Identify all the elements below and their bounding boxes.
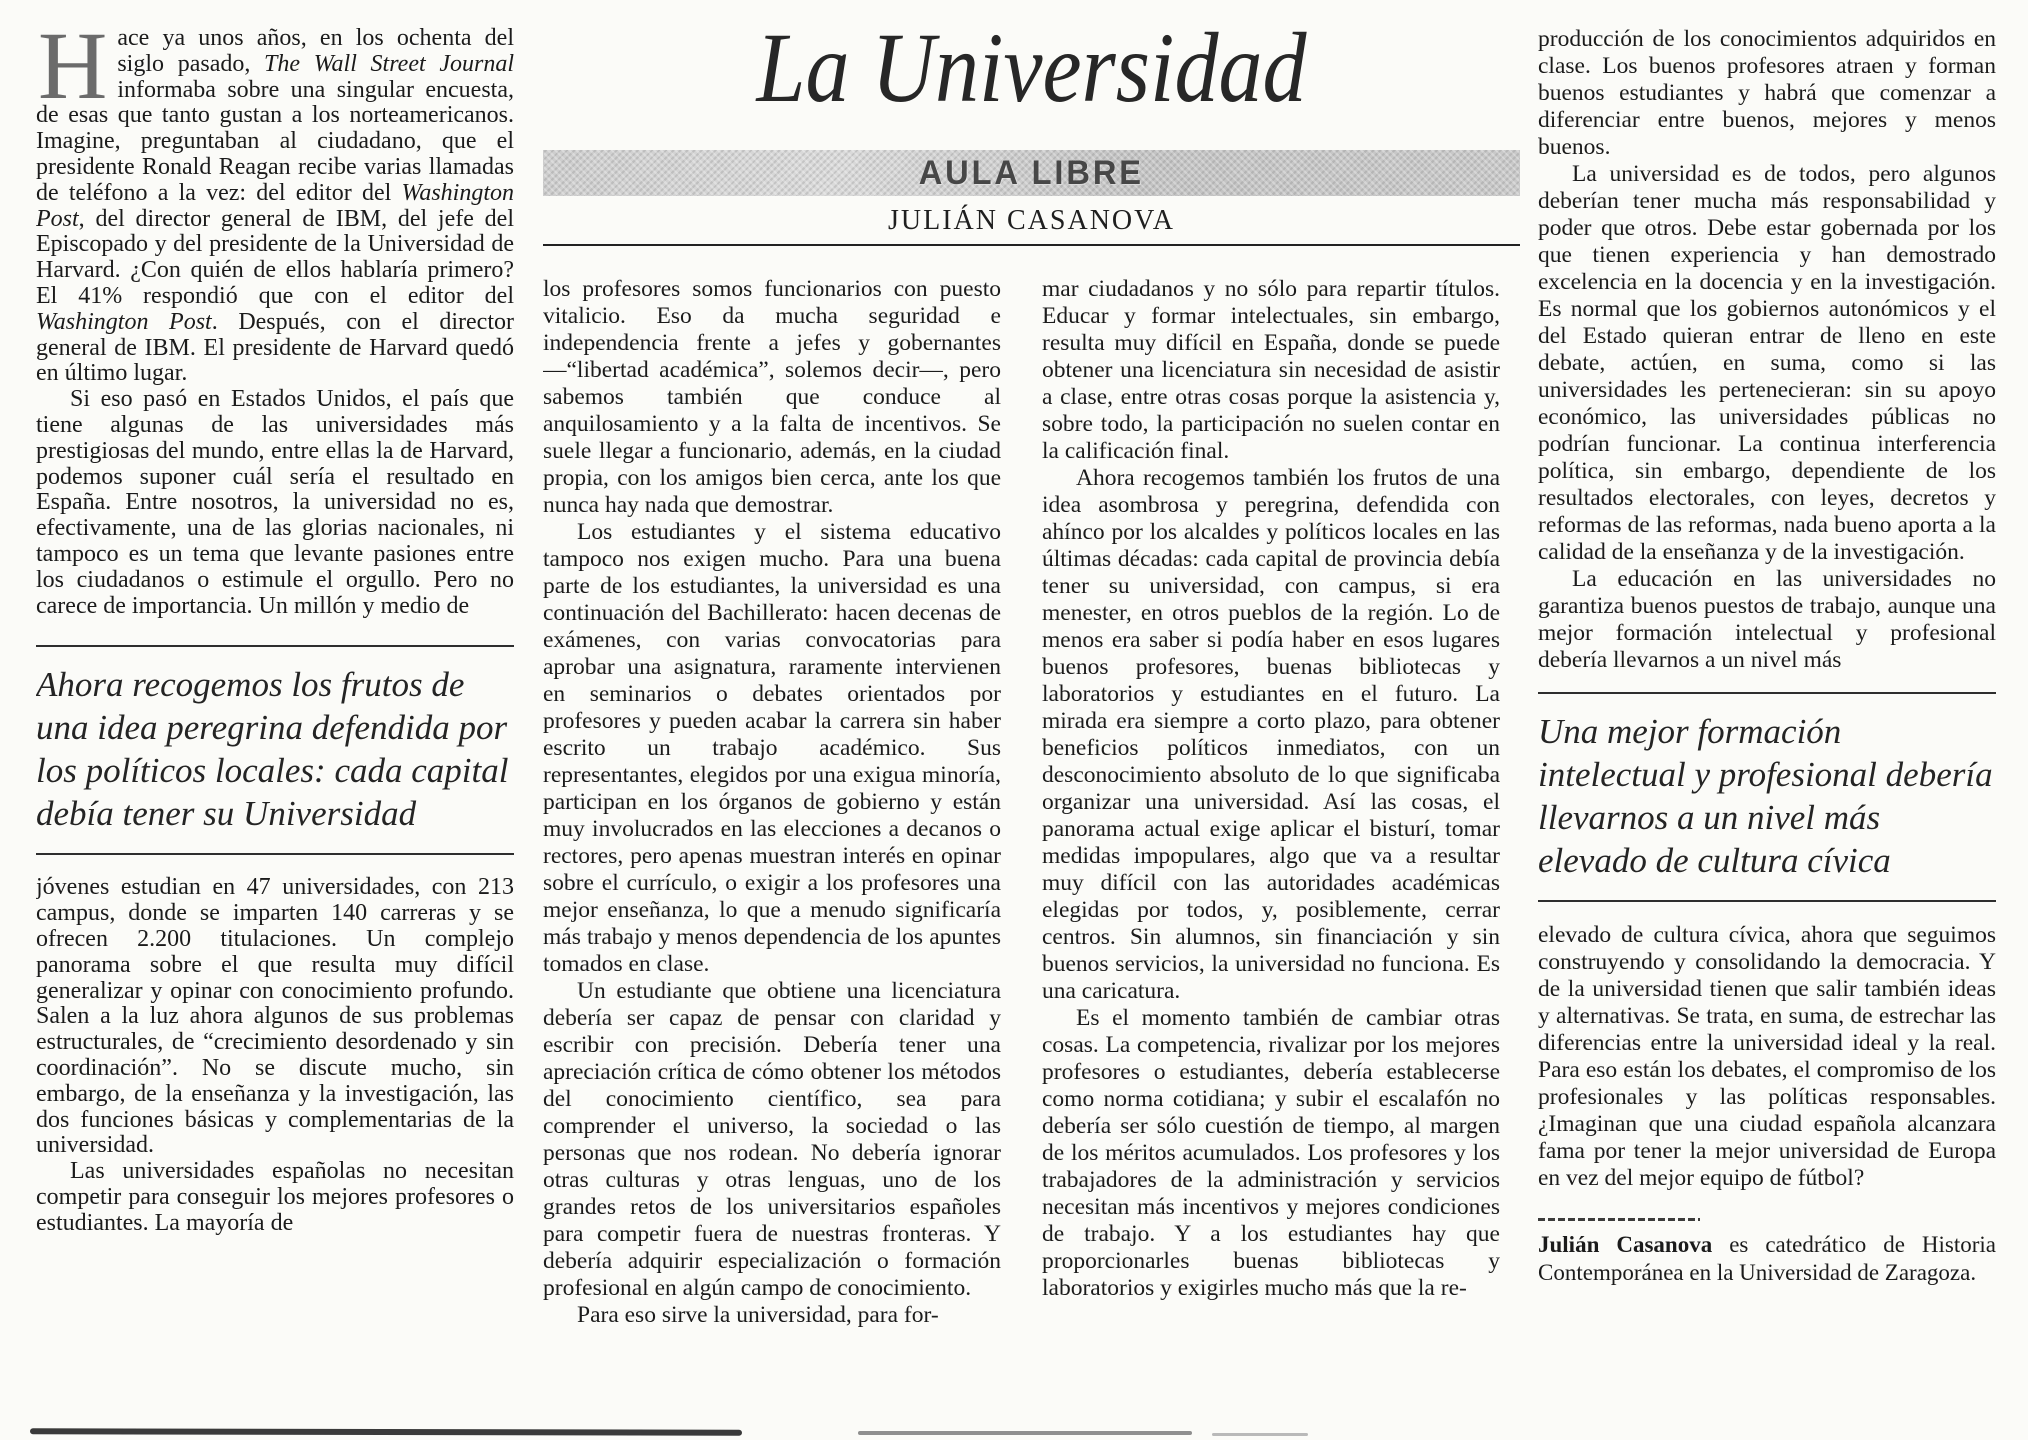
- paragraph: elevado de cultura cívica, ahora que seguimos construyendo y consolidando la democracia. Y de la universidad tienen que salir también ideas y alternativas. Se trata, en suma, de estrechar las diferencias entre la universidad ideal y la real. Para eso están los debates, el compromiso de los profesionales y las políticas responsables. ¿Imaginan que una ciudad española alcanzara fama por tener la mejor universidad de Europa en vez del mejor equipo de fútbol?: [1538, 922, 1996, 1191]
- paragraph-text: , del director general de IBM, del jefe del Episcopado y del presidente de la Universidad de Harvard. ¿Con quién de ellos hablaría primero? El 41% respondió que con el editor del: [36, 205, 514, 309]
- author-bio-divider: [1538, 1218, 1700, 1221]
- column-2: [543, 276, 1001, 1428]
- paragraph: Las universidades españolas no necesitan competir para conseguir los mejores profesores o estudiantes. La mayoría de: [36, 1158, 514, 1236]
- paragraph: producción de los conocimientos adquiridos en clase. Los buenos profesores atraen y forman buenos estudiantes y habrá que comenzar a diferenciar entre buenos, mejores y menos buenos.: [1538, 26, 1996, 160]
- paragraph: La universidad es de todos, pero algunos deberían tener mucha más responsabilidad y poder que otros. Debe estar gobernada por los que tienen experiencia y han demostrado excelencia en la docencia y en la investigación. Es normal que los gobiernos autonómicos y el del Estado quieran entrar de lleno en este debate, actúen, en suma, como si las universidades les pertenecieran: sin su apoyo económico, las universidades públicas no podrían funcionar. La continua interferencia política, sin embargo, dependiente de los resultados electorales, con leyes, decretos y reformas de las reformas, nada bueno aporta a la calidad de la enseñanza y de la investigación.: [1538, 161, 1996, 565]
- section-banner-label: AULA LIBRE: [918, 153, 1145, 192]
- publication-name: The Wall Street Journal: [264, 50, 514, 77]
- pull-quote-divider: [1538, 692, 1996, 694]
- paragraph: La educación en las universidades no garantiza buenos puestos de trabajo, aunque una mejor formación intelectual y profesional debería llevarnos a un nivel más: [1538, 566, 1996, 673]
- paragraph: los profesores somos funcionarios con puesto vitalicio. Eso da mucha seguridad e independencia frente a jefes y gobernantes —“libertad académica”, solemos decir—, pero sabemos también que conduce al anquilosamiento y a la falta de incentivos. Se suele llegar a funcionario, además, en la ciudad propia, con los amigos bien cerca, ante los que nunca hay nada que demostrar.: [543, 276, 1001, 518]
- paragraph: [36, 26, 514, 387]
- pull-quote-divider: [36, 853, 514, 855]
- paragraph: jóvenes estudian en 47 universidades, con 213 campus, donde se imparten 140 carreras y se ofrecen 2.200 titulaciones. Un complejo panorama sobre el que resulta muy difícil generalizar y opinar con conocimiento profundo. Salen a la luz ahora algunos de sus problemas estructurales, de “crecimiento desordenado y sin coordinación”. No se discute mucho, sin embargo, de la enseñanza y la investigación, las dos funciones básicas y complementarias de la universidad.: [36, 874, 514, 1159]
- article-header: [543, 14, 1520, 254]
- page-title: La Universidad: [756, 12, 1307, 123]
- publication-name: Washington Post: [36, 308, 212, 335]
- scan-artifact: [858, 1431, 1192, 1435]
- author-name: Julián Casanova: [1538, 1232, 1713, 1257]
- paragraph-text: . Después, con el director general de IBM. El presidente de Harvard quedó en último lugar.: [36, 308, 514, 387]
- paragraph: mar ciudadanos y no sólo para repartir títulos. Educar y formar intelectuales, sin embargo, resulta muy difícil en España, donde se puede obtener una licenciatura sin necesidad de asistir a clase, entre otras cosas porque la asistencia y, sobre todo, la participación no suelen contar en la calificación final.: [1042, 276, 1500, 464]
- paragraph: Los estudiantes y el sistema educativo tampoco nos exigen mucho. Para una buena parte de los estudiantes, la universidad es una continuación del Bachillerato: hacen decenas de exámenes, con varias convocatorias para aprobar una asignatura, raramente intervienen en seminarios o debates orientados por profesores y pueden acabar la carrera sin haber escrito un trabajo académico. Sus representantes, elegidos por una exigua minoría, participan en los órganos de gobierno y están muy involucrados en las elecciones a decanos o rectores, pero apenas muestran interés en opinar sobre el currículo, o exigir a los profesores una mejor enseñanza, lo que a menudo significaría más trabajo y menos dependencia de los apuntes tomados en clase.: [543, 519, 1001, 977]
- paragraph-text: ace ya unos años, en los ochenta del siglo pasado,: [117, 26, 514, 77]
- column-3: [1042, 276, 1500, 1428]
- column-1: [36, 26, 514, 1418]
- pull-quote: Ahora recogemos los frutos de una idea peregrina defendida por los políticos locales: cada capital debía tener su Universidad: [36, 665, 509, 834]
- paragraph-text: informaba sobre una singular encuesta, de esas que tanto gustan a los norteamericanos. Imagine, preguntaban al ciudadano, que el presidente Ronald Reagan recibe varias llamadas de teléfono a la vez: del editor del: [36, 76, 514, 206]
- pull-quote-divider: [36, 645, 514, 647]
- paragraph: Si eso pasó en Estados Unidos, el país que tiene algunas de las universidades más prestigiosas del mundo, entre ellas la de Harvard, podemos suponer cuál sería el resultado en España. Entre nosotros, la universidad no es, efectivamente, una de las glorias nacionales, ni tampoco es un tema que levante pasiones entre los ciudadanos o estimule el orgullo. Pero no carece de importancia. Un millón y medio de: [36, 386, 514, 619]
- scan-artifact: [1212, 1433, 1308, 1436]
- section-banner: [543, 150, 1520, 196]
- publication-name: Washington Post: [36, 179, 514, 232]
- pull-quote: Una mejor formación intelectual y profesional debería llevarnos a un nivel más elevado de cultura cívica: [1538, 712, 1993, 880]
- column-4: [1538, 26, 1996, 1426]
- byline: JULIÁN CASANOVA: [888, 205, 1175, 236]
- author-bio-text: es catedrático de Historia Contemporánea en la Universidad de Zaragoza.: [1538, 1232, 1996, 1285]
- header-divider: [543, 244, 1520, 246]
- paragraph: Es el momento también de cambiar otras cosas. La competencia, rivalizar por los mejores profesores o estudiantes, debería establecerse como norma cotidiana; y subir el escalafón no debería ser sólo cuestión de tiempo, al margen de los méritos acumulados. Los profesores y los trabajadores de la administración y servicios necesitan más incentivos y mejores condiciones de trabajo. Y a los estudiantes hay que proporcionarles buenas bibliotecas y laboratorios y exigirles mucho más que la re-: [1042, 1005, 1500, 1301]
- scan-artifact: [30, 1428, 742, 1435]
- drop-cap: H: [38, 26, 108, 119]
- author-bio: [1538, 1231, 1996, 1286]
- paragraph: Ahora recogemos también los frutos de una idea asombrosa y peregrina, defendida con ahínco por los alcaldes y políticos locales en las últimas décadas: cada capital de provincia debía tener su universidad, con campus, si era menester, en otros pueblos de la región. Lo de menos era saber si podía haber en esos lugares buenos profesores, buenas bibliotecas y laboratorios y estudiantes en el futuro. La mirada era siempre a corto plazo, para obtener beneficios políticos inmediatos, con un desconocimiento absoluto de lo que significaba organizar una universidad. Así las cosas, el panorama actual exige aplicar el bisturí, tomar medidas impopulares, algo que va a resultar muy difícil con las autoridades académicas elegidas por todos, y, posiblemente, cerrar centros. Sin alumnos, sin financiación y sin buenos servicios, la universidad no funciona. Es una caricatura.: [1042, 465, 1500, 1004]
- paragraph: Un estudiante que obtiene una licenciatura debería ser capaz de pensar con claridad y escribir con precisión. Debería tener una apreciación crítica de cómo obtener los métodos del conocimiento científico, sea para comprender el universo, la sociedad o las personas que nos rodean. No debería ignorar otras culturas y otras lenguas, uno de los grandes retos de los universitarios españoles para competir fuera de nuestras fronteras. Y debería adquirir especialización o formación profesional en algún campo de conocimiento.: [543, 978, 1001, 1301]
- paragraph: Para eso sirve la universidad, para for-: [577, 1302, 939, 1328]
- pull-quote-divider: [1538, 900, 1996, 902]
